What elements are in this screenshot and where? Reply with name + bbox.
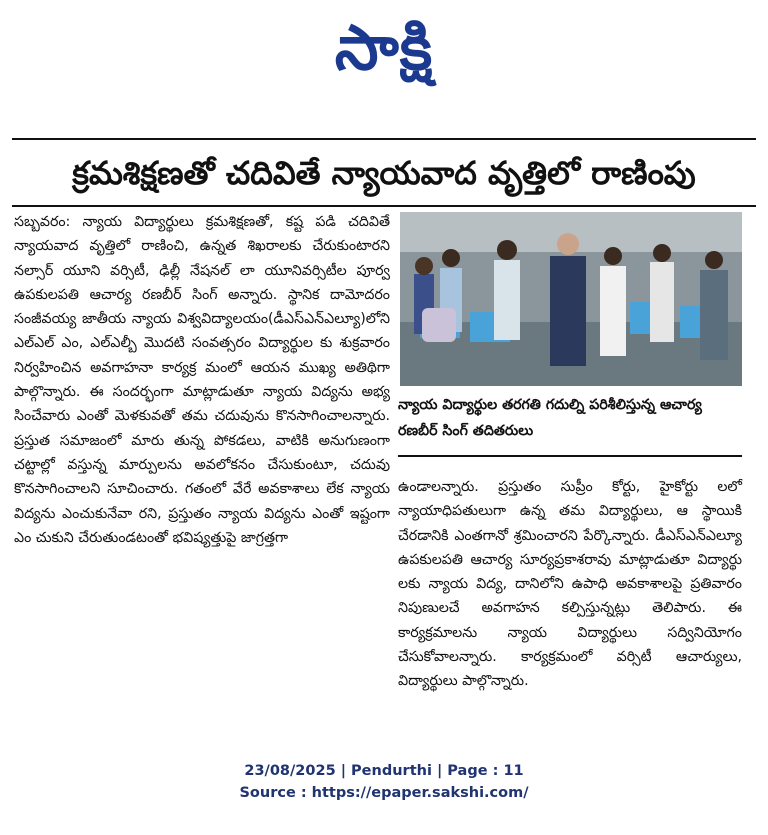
headline-top-rule [12,138,756,140]
page-footer [0,760,768,804]
caption-rule [398,455,742,457]
article-headline: క్రమశిక్షణతో చదివితే న్యాయవాద వృత్తిలో రాణింపు [72,154,696,192]
article-column-right [398,475,742,735]
article-photo [400,212,742,386]
footer-source: Source : https://epaper.sakshi.com/ [239,785,529,801]
article-text-left: సబ్బవరం: న్యాయ విద్యార్థులు క్రమశిక్షణతో, కష్ట పడి చదివితే న్యాయవాద వృత్తిలో రాణించి, ఉన్నత శిఖరాలకు చేరుకుంటారని నల్సార్ యూని వర్సిటీ, ఢిల్లీ నేషనల్ లా యూనివర్సిటీల పూర్వ ఉపకులపతి ఆచార్య రణబీర్ సింగ్ అన్నారు. స్థానిక దామోదరం సంజీవయ్య జాతీయ న్యాయ విశ్వవిద్యాలయం(డీఎస్ఎన్ఎల్యూ)లోని ఎల్ఎల్ ఎం, ఎల్ఎల్బీ మొదటి సంవత్సరం విద్యార్థుల కు శుక్రవారం నిర్వహించిన అవగాహనా కార్యక్ర మంలో ఆయన ముఖ్య అతిథిగా పాల్గొన్నారు. ఈ సందర్భంగా మాట్లాడుతూ న్యాయ విద్యను అభ్య సించేవారు ఎంతో మెళకువతో తమ చదువును కొనసాగించాలన్నారు. ప్రస్తుత సమాజంలో మారు తున్న పోకడలు, వాటికి అనుగుణంగా చట్టాల్లో వస్తున్న మార్పులను అవలోకనం చేసుకుంటూ, చదువు కొనసాగించాలని సూచించారు. గతంలో వేరే అవకాశాలు లేక న్యాయ విద్యను ఎంచుకునేవా రని, ప్రస్తుతం న్యాయ విద్యను ఎంతో ఇష్టంగా ఎం చుకుని చేరుతుండటంతో భవిష్యత్తుపై జాగ్రత్తగా [14,214,390,546]
logo-text: సాక్షి [334,11,434,84]
sakshi-logo [262,12,506,98]
footer-date-location: 23/08/2025 | Pendurthi | Page : 11 [244,763,524,779]
classroom-photo-illustration [400,212,742,386]
photo-caption: న్యాయ విద్యార్థుల తరగతి గదుల్ని పరిశీలిస్తున్న ఆచార్య రణబీర్ సింగ్ తదితరులు [398,397,702,439]
headline-bottom-rule [12,205,756,207]
article-column-left [14,210,390,730]
article-text-right: ఉండాలన్నారు. ప్రస్తుతం సుప్రీం కోర్టు, హైకోర్టు లలో న్యాయాధిపతులుగా ఉన్న తమ విద్యార్థులు, ఆ స్థాయికి చేరడానికి ఎంతగానో శ్రమించారని పేర్కొన్నారు. డీఎస్ఎన్ఎల్యూ ఉపకులపతి ఆచార్య సూర్యప్రకాశరావు మాట్లాడుతూ విద్యార్థు లకు న్యాయ విద్య, దానిలోని ఉపాధి అవకాశాలపై ప్రతివారం నిపుణులచే అవగాహన కల్పిస్తున్నట్లు తెలిపారు. ఈ కార్యక్రమాలను న్యాయ విద్యార్థులు సద్వినియోగం చేసుకోవాలన్నారు. కార్యక్రమంలో వర్సిటీ ఆచార్యులు, విద్యార్థులు పాల్గొన్నారు. [398,479,742,690]
